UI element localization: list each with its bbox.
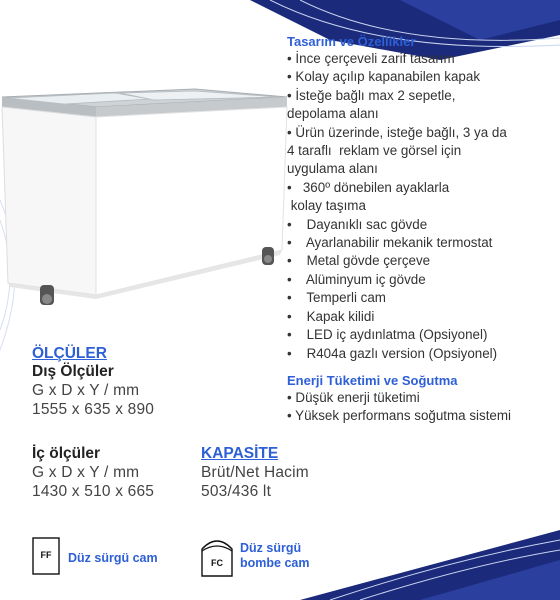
feature-item: • Ürün üzerinde, isteğe bağlı, 3 ya da: [287, 124, 507, 140]
feature-item: • R404a gazlı version (Opsiyonel): [287, 345, 498, 361]
feature-item: uygulama alanı: [287, 161, 378, 177]
energy-section: [287, 373, 560, 426]
outer-dimensions-title: Dış Ölçüler: [32, 363, 114, 380]
outer-dimensions-values: 1555 x 635 x 890: [32, 401, 155, 418]
capacity-label: Brüt/Net Hacim: [201, 464, 309, 481]
inner-dimensions-title: İç ölçüler: [32, 445, 101, 462]
feature-item: • İsteğe bağlı max 2 sepetle,: [287, 87, 456, 103]
feature-item: • 360º dönebilen ayaklarla: [287, 179, 450, 195]
flat-glass-code: FF: [40, 550, 52, 560]
dimensions-heading: ÖLÇÜLER: [32, 345, 107, 362]
capacity-heading: KAPASİTE: [201, 445, 279, 462]
flat-glass-label: Düz sürgü cam: [68, 551, 158, 565]
feature-item: • LED iç aydınlatma (Opsiyonel): [287, 327, 488, 343]
inner-dimensions-values: 1430 x 510 x 665: [32, 483, 155, 500]
chest-freezer-image: [0, 85, 290, 315]
curved-glass-icon: [201, 537, 233, 577]
features-section: [287, 34, 560, 426]
feature-item: • Metal gövde çerçeve: [287, 253, 431, 269]
dimensions-section: [32, 345, 232, 419]
capacity-value: 503/436 lt: [201, 483, 272, 500]
features-list: [287, 50, 560, 363]
feature-item: • Temperli cam: [287, 290, 386, 306]
flat-glass-icon: [32, 537, 60, 575]
capacity-section: [201, 445, 361, 501]
curved-glass-code: FC: [211, 558, 223, 568]
inner-dimensions-format: G x D x Y / mm: [32, 464, 140, 481]
inner-dimensions-section: [32, 445, 202, 501]
energy-item: • Düşük enerji tüketimi: [287, 389, 420, 405]
feature-item: 4 taraflı reklam ve görsel için: [287, 143, 462, 159]
curved-glass-label-line1: Düz sürgü: [240, 541, 302, 555]
feature-item: • Ayarlanabilir mekanik termostat: [287, 235, 493, 251]
energy-title: Enerji Tüketimi ve Soğutma: [287, 372, 458, 388]
feature-item: depolama alanı: [287, 106, 379, 122]
feature-item: • Dayanıklı sac gövde: [287, 216, 428, 232]
features-title: Tasarım ve Özellikler: [287, 34, 416, 49]
feature-item: • Kapak kilidi: [287, 308, 375, 324]
feature-item: • İnce çerçeveli zarif tasarım: [287, 51, 455, 66]
energy-list: [287, 389, 560, 426]
outer-dimensions-format: G x D x Y / mm: [32, 382, 140, 399]
energy-item: • Yüksek performans soğutma sistemi: [287, 408, 511, 424]
curved-glass-label: [240, 541, 309, 571]
feature-item: • Kolay açılıp kapanabilen kapak: [287, 69, 481, 85]
feature-item: kolay taşıma: [287, 198, 366, 214]
curved-glass-label-line2: bombe cam: [240, 556, 310, 570]
feature-item: • Alüminyum iç gövde: [287, 271, 426, 287]
